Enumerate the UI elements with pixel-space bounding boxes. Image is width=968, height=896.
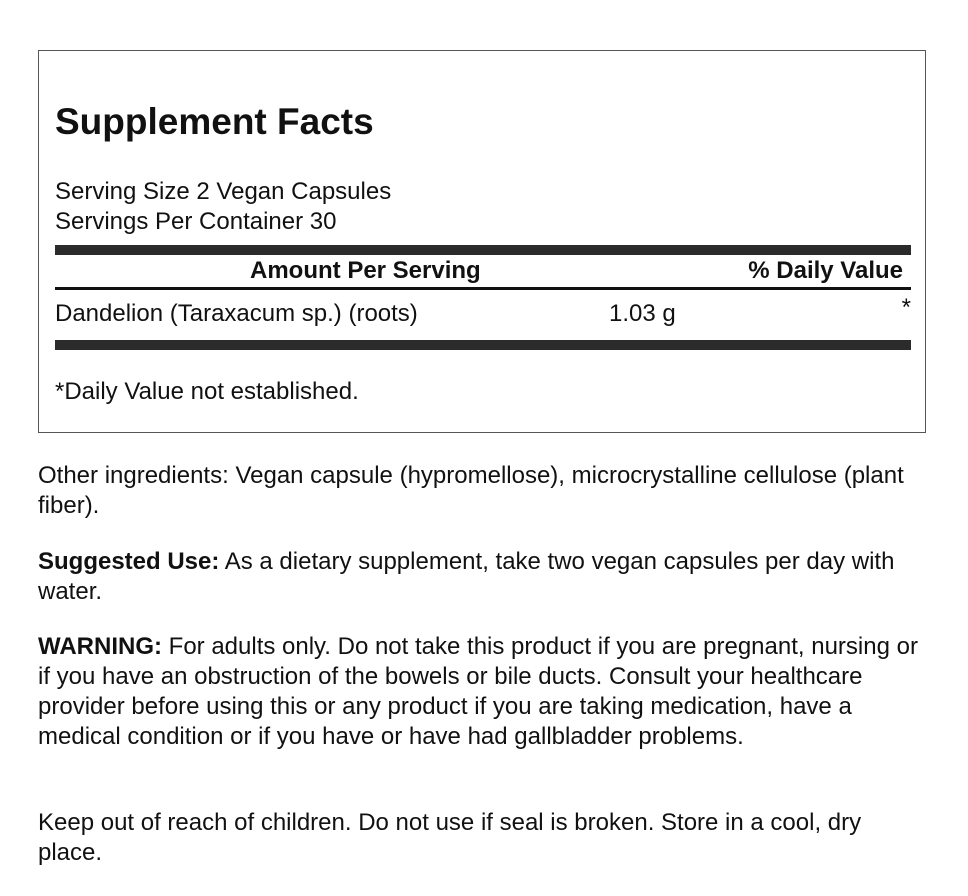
other-ingredients-text: Other ingredients: Vegan capsule (hypromellose), microcrystalline cellulose (plant fiber). (38, 462, 904, 519)
warning-label: WARNING: (38, 633, 162, 660)
thick-divider-bottom (55, 340, 911, 350)
other-ingredients (38, 461, 928, 521)
header-daily-value: % Daily Value (748, 257, 903, 284)
supplement-facts-panel (38, 50, 926, 433)
ingredient-daily-value: * (901, 294, 911, 321)
daily-value-footnote: *Daily Value not established. (55, 378, 359, 405)
suggested-use-label: Suggested Use: (38, 548, 220, 575)
ingredient-row (55, 294, 911, 329)
suggested-use-text: As a dietary supplement, take two vegan capsules per day with water. (38, 548, 895, 605)
storage-instructions (38, 808, 928, 868)
ingredient-amount: 1.03 g (609, 300, 676, 327)
servings-per-container: Servings Per Container 30 (55, 208, 337, 235)
ingredient-name: Dandelion (Taraxacum sp.) (roots) (55, 300, 418, 327)
storage-text: Keep out of reach of children. Do not use if seal is broken. Store in a cool, dry place. (38, 809, 862, 866)
header-amount-per-serving: Amount Per Serving (250, 257, 481, 284)
thick-divider-top (55, 245, 911, 255)
facts-header-row (55, 256, 911, 286)
serving-size: Serving Size 2 Vegan Capsules (55, 178, 392, 205)
suggested-use (38, 547, 928, 607)
warning-text: For adults only. Do not take this product if you are pregnant, nursing or if you have an obstruction of the bowels or bile ducts. Consult your healthcare provider before using this or any product if you are taking medication, have a medical condition or if you have or have had gallbladder problems. (38, 633, 918, 750)
warning (38, 632, 928, 752)
facts-title: Supplement Facts (55, 101, 374, 142)
thin-divider (55, 287, 911, 290)
